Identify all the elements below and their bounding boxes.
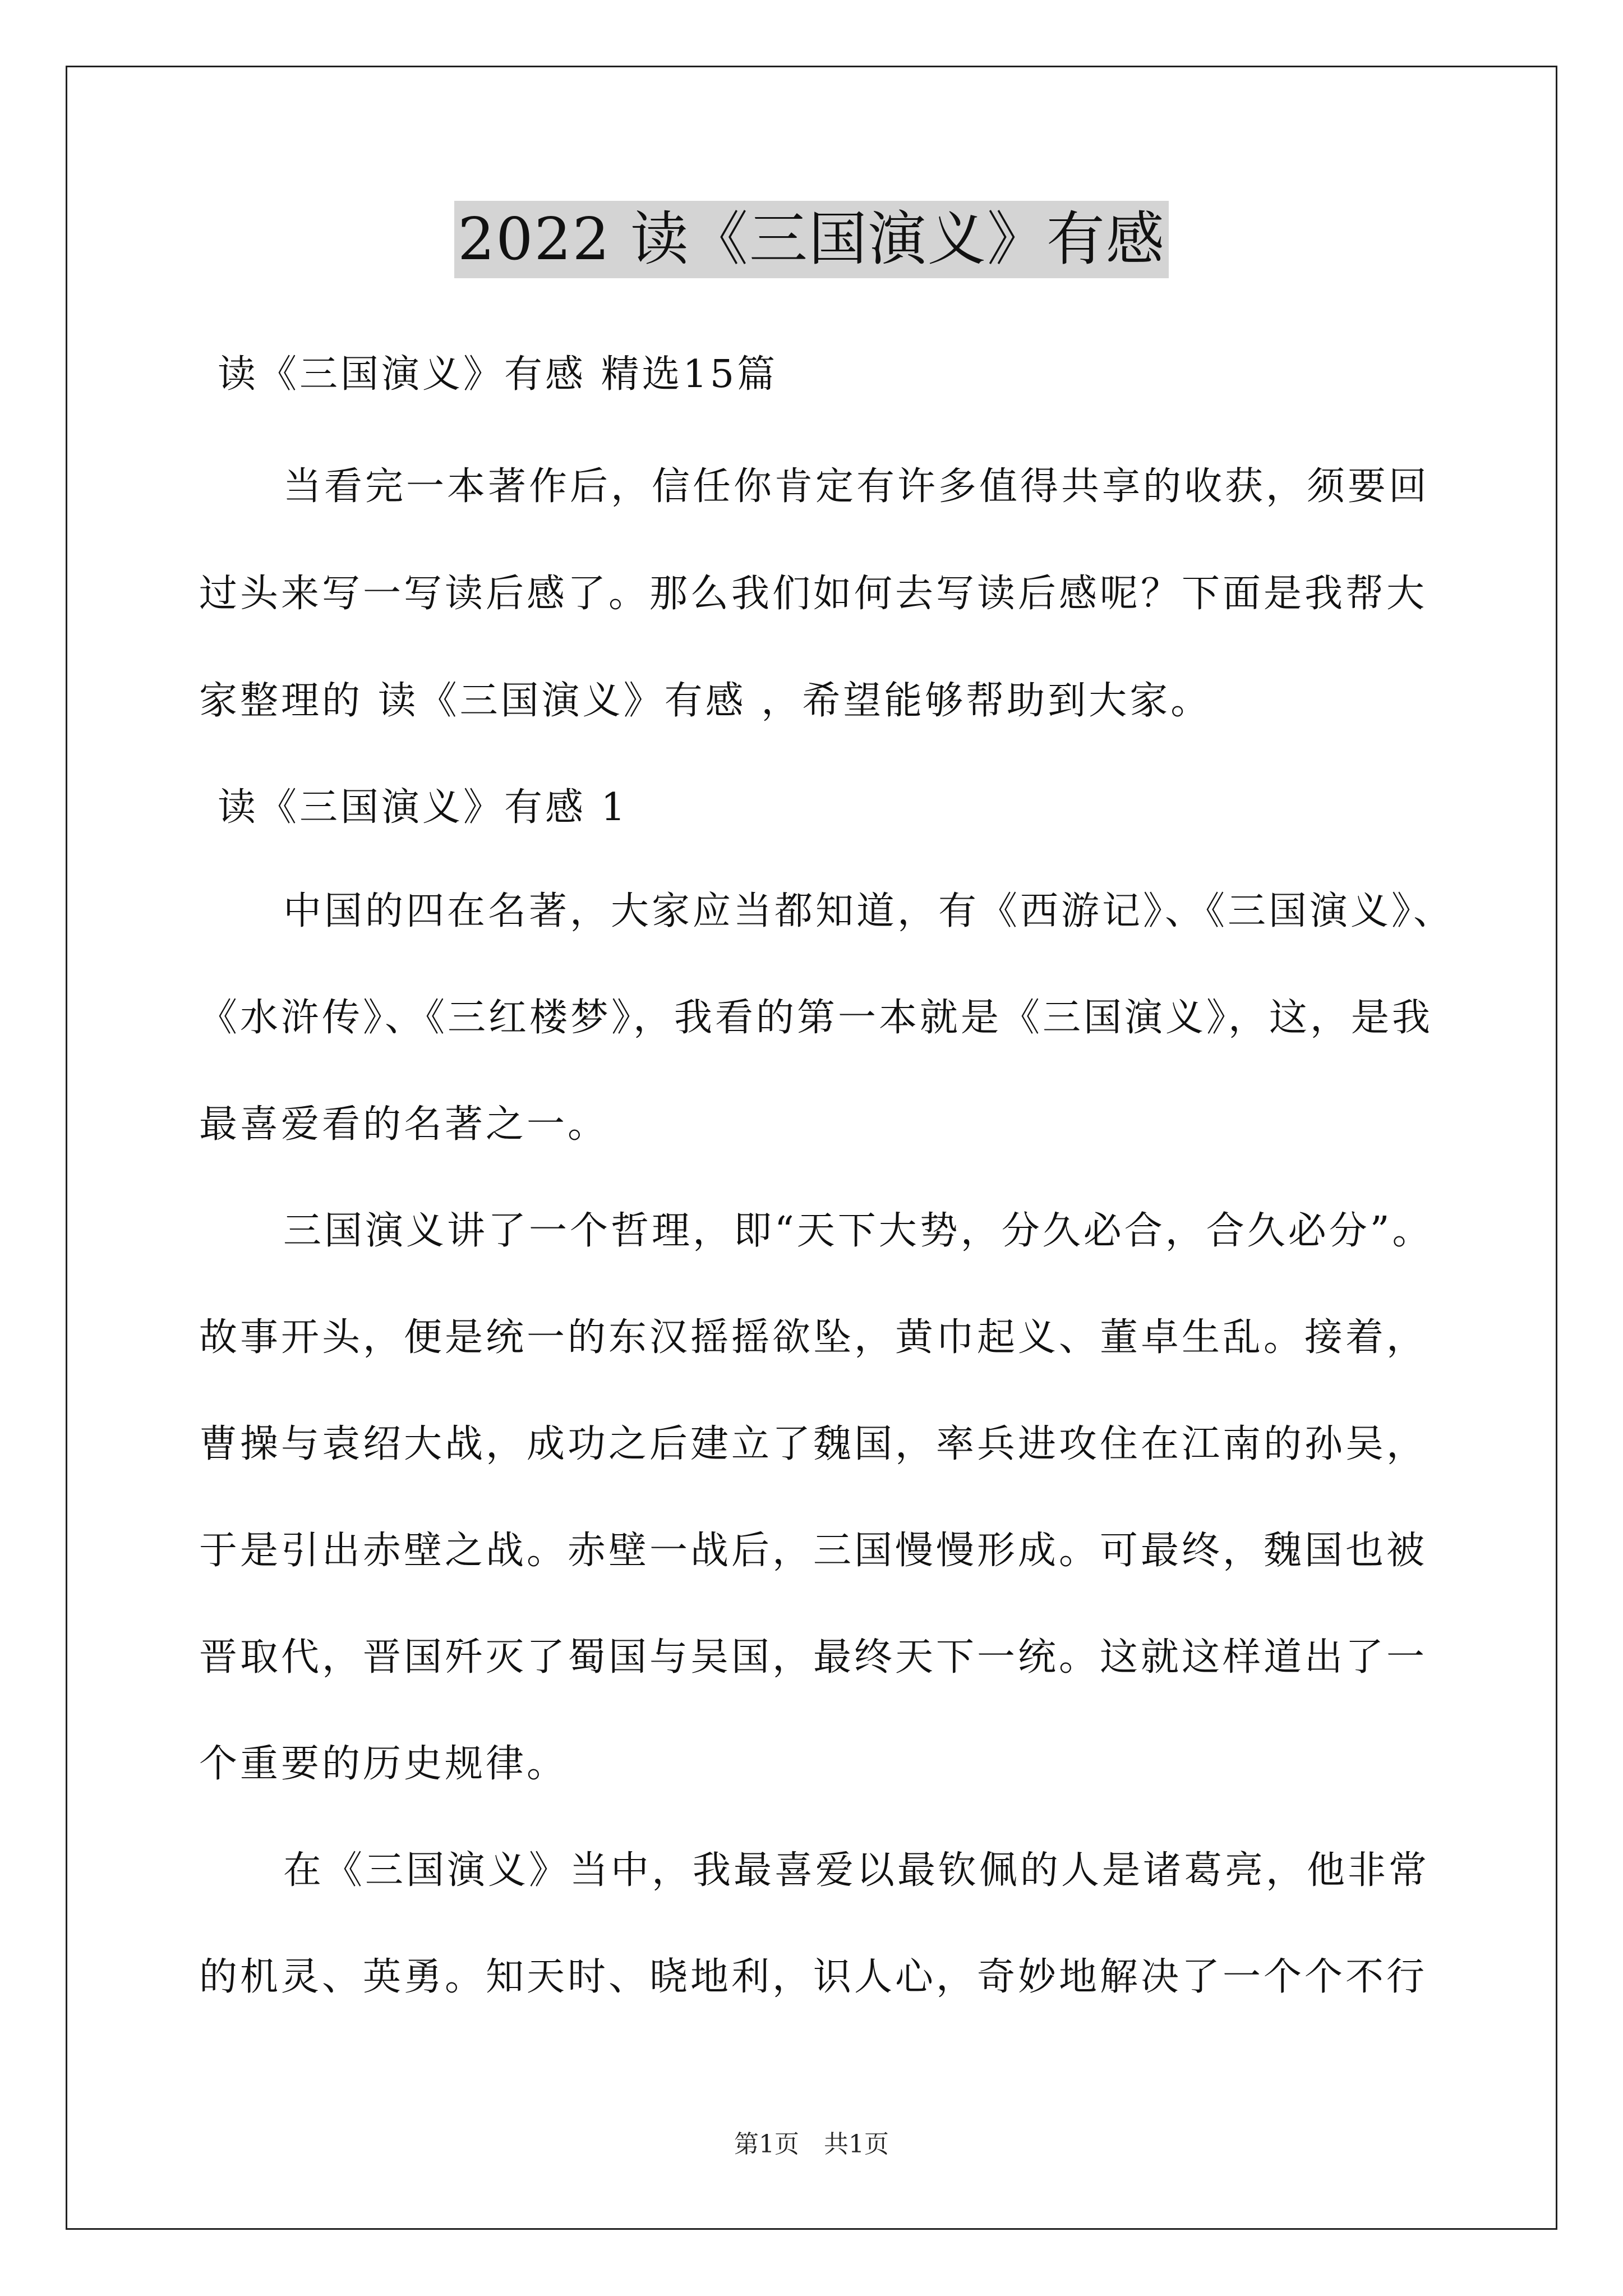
paragraph-line: 在《三国演义》当中，我最喜爱以最钦佩的人是诸葛亮，他非常 [283,1848,1430,1893]
paragraph-line: 三国演义讲了一个哲理，即“天下大势，分久必合，合久必分”。 [283,1209,1433,1253]
paragraph-line: 曹操与袁绍大战，成功之后建立了魏国，率兵进攻住在江南的孙吴， [199,1422,1428,1466]
section-heading: 读《三国演义》有感 1 [218,785,628,830]
paragraph-line: 当看完一本著作后，信任你肯定有许多值得共享的收获，须要回 [283,464,1430,509]
paragraph-line: 个重要的历史规律。 [199,1742,568,1786]
paragraph-line: 中国的四在名著，大家应当都知道，有《西游记》、《三国演义》、 [283,889,1455,933]
paragraph-line: 晋取代，晋国歼灭了蜀国与吴国，最终天下一统。这就这样道出了一 [199,1635,1428,1680]
title-container [0,201,1623,278]
paragraph-line: 故事开头，便是统一的东汉摇摇欲坠，黄巾起义、董卓生乱。接着， [199,1315,1428,1360]
page-footer: 第1页 共1页 [734,2130,889,2159]
document-title: 2022 读《三国演义》有感 [454,201,1169,278]
paragraph-line: 家整理的 读《三国演义》有感 ，希望能够帮助到大家。 [199,679,1212,723]
paragraph-line: 最喜爱看的名著之一。 [199,1102,609,1147]
subtitle-line: 读《三国演义》有感 精选15篇 [218,352,778,397]
paragraph-line: 《水浒传》、《三红楼梦》，我看的第一本就是《三国演义》，这，是我 [199,996,1433,1040]
paragraph-line: 过头来写一写读后感了。那么我们如何去写读后感呢？下面是我帮大 [199,572,1428,616]
paragraph-line: 的机灵、英勇。知天时、晓地利，识人心，奇妙地解决了一个个不行 [199,1955,1428,1999]
paragraph-line: 于是引出赤壁之战。赤壁一战后，三国慢慢形成。可最终，魏国也被 [199,1529,1428,1573]
